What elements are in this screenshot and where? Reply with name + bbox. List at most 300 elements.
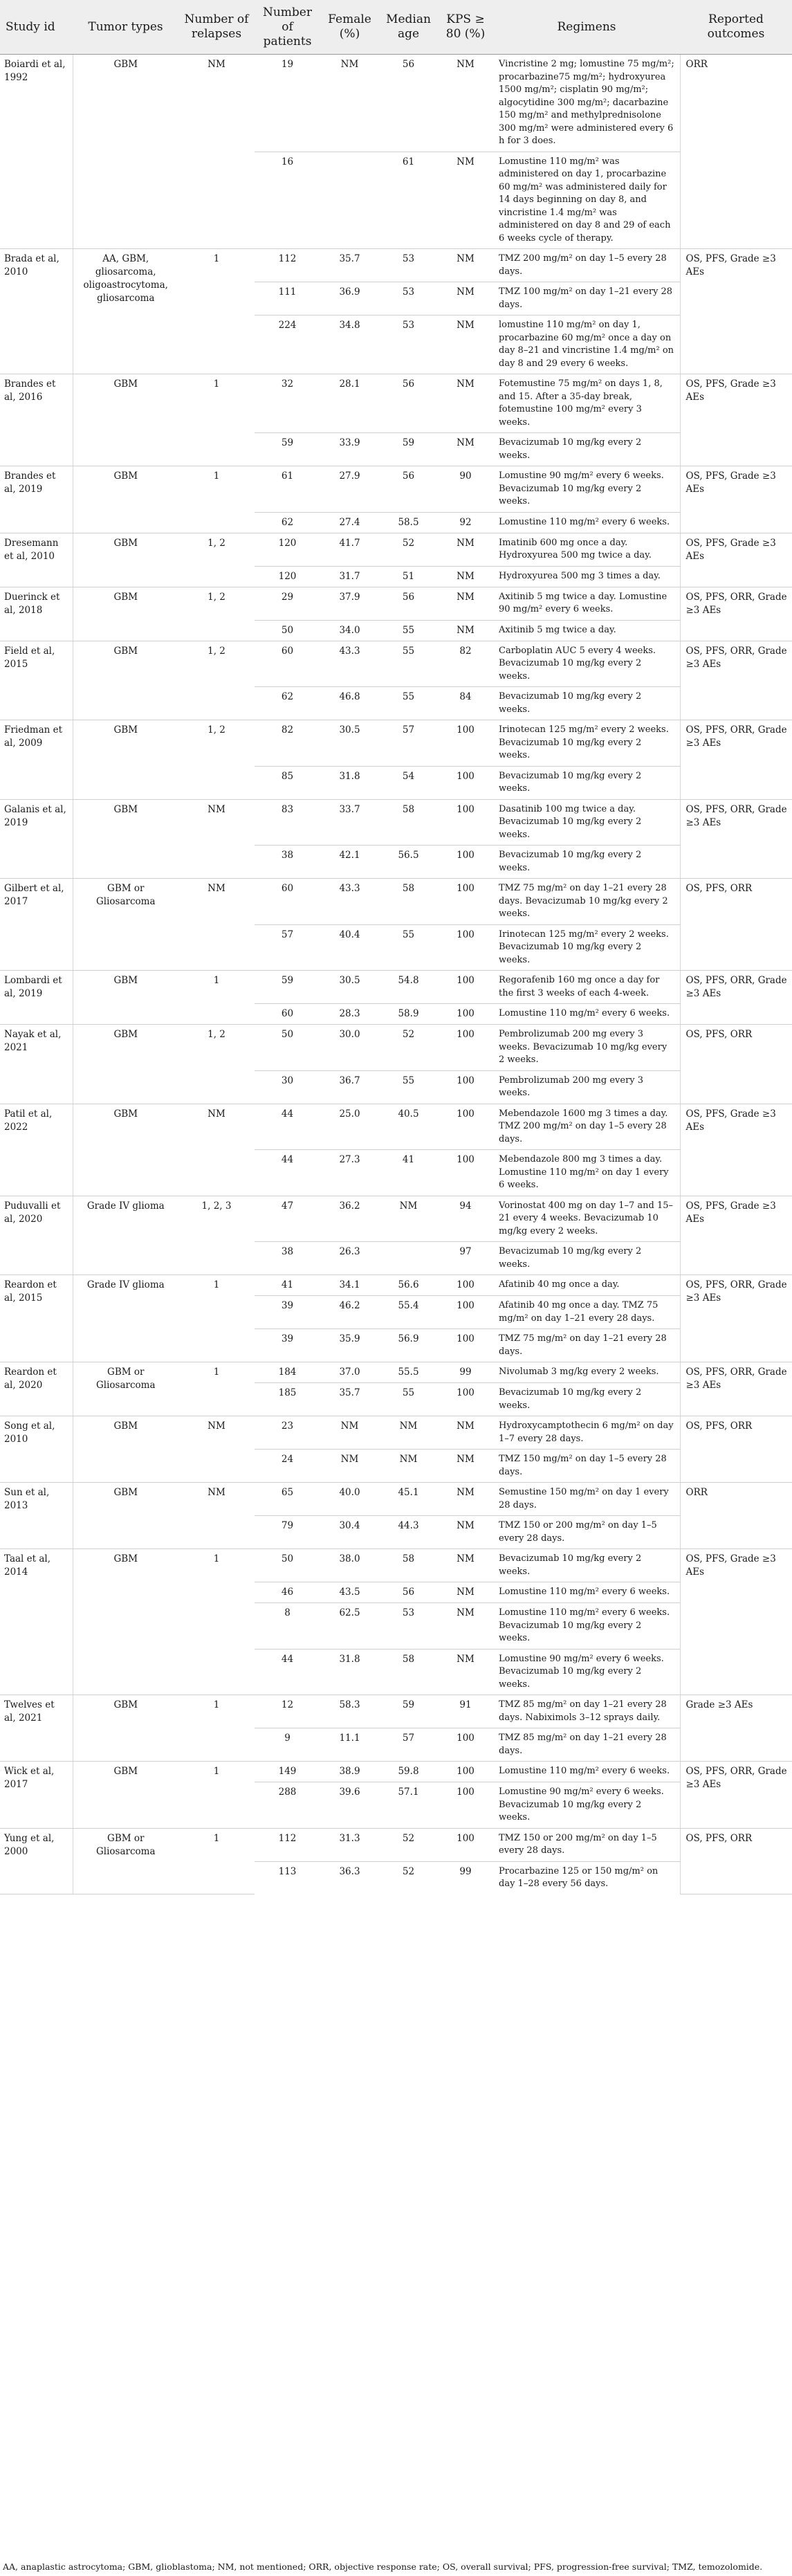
outcomes-cell: OS, PFS, Grade ≥3 AEs [680, 374, 792, 466]
study-id-cell: Wick et al, 2017 [0, 1762, 73, 1829]
kps-cell: 100 [438, 971, 493, 1004]
regimen-cell: Irinotecan 125 mg/m² every 2 weeks. Bevacizumab 10 mg/kg every 2 weeks. [493, 924, 680, 971]
table-row [0, 1025, 792, 1071]
kps-cell: 82 [438, 641, 493, 687]
median-age-cell: 58 [379, 799, 438, 846]
patients-cell: 19 [255, 55, 320, 152]
regimen-cell: Vorinostat 400 mg on day 1–7 and 15–21 every 4 weeks. Bevacizumab 10 mg/kg every 2 weeks. [493, 1196, 680, 1242]
kps-cell: NM [438, 1483, 493, 1516]
female-cell: 37.0 [320, 1362, 379, 1383]
table-row [0, 587, 792, 620]
kps-cell: NM [438, 374, 493, 433]
regimen-cell: TMZ 75 mg/m² on day 1–21 every 28 days. Bevacizumab 10 mg/kg every 2 weeks. [493, 879, 680, 925]
patients-cell: 50 [255, 1549, 320, 1582]
female-cell: 33.7 [320, 799, 379, 846]
patients-cell: 85 [255, 766, 320, 799]
tumor-type-cell: Grade IV glioma [73, 1275, 178, 1362]
table-row [0, 971, 792, 1004]
relapses-cell: 1 [178, 374, 255, 466]
outcomes-cell: OS, PFS, ORR [680, 1828, 792, 1894]
median-age-cell: 59.8 [379, 1762, 438, 1782]
tumor-type-cell: GBM [73, 55, 178, 249]
female-cell: 35.7 [320, 1383, 379, 1416]
kps-cell: 100 [438, 720, 493, 767]
median-age-cell: 56.5 [379, 846, 438, 879]
female-cell: 42.1 [320, 846, 379, 879]
patients-cell: 47 [255, 1196, 320, 1242]
female-cell: 34.0 [320, 620, 379, 641]
patients-cell: 32 [255, 374, 320, 433]
outcomes-cell: OS, PFS, ORR, Grade ≥3 AEs [680, 799, 792, 879]
table-row [0, 1196, 792, 1242]
median-age-cell: 56.9 [379, 1329, 438, 1362]
header-relapses: Number of relapses [178, 0, 255, 55]
kps-cell: 100 [438, 924, 493, 971]
outcomes-cell: OS, PFS, Grade ≥3 AEs [680, 466, 792, 533]
kps-cell: NM [438, 1649, 493, 1695]
median-age-cell: 53 [379, 316, 438, 374]
study-id-cell: Taal et al, 2014 [0, 1549, 73, 1695]
tumor-type-cell: GBM [73, 799, 178, 879]
median-age-cell: 55 [379, 620, 438, 641]
median-age-cell: 59 [379, 433, 438, 466]
regimen-cell: Axitinib 5 mg twice a day. Lomustine 90 mg/m² every 6 weeks. [493, 587, 680, 620]
tumor-type-cell: Grade IV glioma [73, 1196, 178, 1275]
median-age-cell: 44.3 [379, 1516, 438, 1549]
female-cell: 27.9 [320, 466, 379, 513]
patients-cell: 83 [255, 799, 320, 846]
patients-cell: 112 [255, 249, 320, 282]
study-id-cell: Patil et al, 2022 [0, 1104, 73, 1196]
median-age-cell: 55 [379, 1070, 438, 1104]
patients-cell: 59 [255, 433, 320, 466]
outcomes-cell: OS, PFS, ORR, Grade ≥3 AEs [680, 641, 792, 720]
regimen-cell: Bevacizumab 10 mg/kg every 2 weeks. [493, 1383, 680, 1416]
regimen-cell: Vincristine 2 mg; lomustine 75 mg/m²; procarbazine75 mg/m²; hydroxyurea 1500 mg/m²; cisplatin 90 mg/m²; algocytidine 300 mg/m²; dacarbazine 150 mg/m² and methylprednisolone 300 mg/m² were administered every 6 h for 3 does. [493, 55, 680, 152]
kps-cell: NM [438, 1516, 493, 1549]
relapses-cell: NM [178, 1483, 255, 1549]
table-row [0, 641, 792, 687]
median-age-cell: 56.6 [379, 1275, 438, 1296]
study-id-cell: Reardon et al, 2020 [0, 1362, 73, 1416]
outcomes-cell: OS, PFS, ORR, Grade ≥3 AEs [680, 720, 792, 800]
female-cell: 40.0 [320, 1483, 379, 1516]
kps-cell: 100 [438, 1383, 493, 1416]
relapses-cell: 1 [178, 971, 255, 1025]
study-id-cell: Sun et al, 2013 [0, 1483, 73, 1549]
female-cell: 36.3 [339, 1865, 360, 1877]
median-age-cell: NM [379, 1416, 438, 1450]
median-age-cell: 56 [379, 55, 438, 152]
relapses-cell: NM [178, 1416, 255, 1483]
header-female: Female (%) [320, 0, 379, 55]
tumor-type-cell: GBM or Gliosarcoma [73, 1362, 178, 1416]
kps-cell: NM [438, 587, 493, 620]
regimen-cell: lomustine 110 mg/m² on day 1, procarbazine 60 mg/m² once a day on day 8–21 and vincristine 1.4 mg/m² on day 8 and 29 every 6 weeks. [493, 316, 680, 374]
median-age-cell: 58.5 [379, 512, 438, 533]
table-row [0, 249, 792, 282]
patients-cell: 59 [255, 971, 320, 1004]
patients-cell: 46 [255, 1582, 320, 1603]
female-cell: 43.3 [320, 641, 379, 687]
study-id-cell: Lombardi et al, 2019 [0, 971, 73, 1025]
median-age-cell: 59 [379, 1695, 438, 1728]
patients-cell: 44 [255, 1649, 320, 1695]
female-cell [320, 152, 379, 249]
median-age-cell: 54 [379, 766, 438, 799]
patients-cell: 24 [255, 1450, 320, 1483]
patients-cell: 39 [255, 1296, 320, 1329]
relapses-cell: 1, 2 [178, 720, 255, 800]
median-age-cell: 41 [379, 1150, 438, 1196]
tumor-type-cell: GBM [73, 1695, 178, 1762]
regimen-cell: Lomustine 110 mg/m² every 6 weeks. [493, 1762, 680, 1782]
regimen-cell: TMZ 200 mg/m² on day 1–5 every 28 days. [493, 249, 680, 282]
female-cell: 41.7 [320, 533, 379, 566]
table-row [0, 55, 792, 152]
female-cell: 30.5 [320, 971, 379, 1004]
median-age-cell: 61 [379, 152, 438, 249]
kps-cell: NM [438, 152, 493, 249]
header-patients: Number of patients [255, 0, 320, 55]
kps-cell: 100 [438, 1150, 493, 1196]
kps-cell: 100 [438, 1296, 493, 1329]
regimen-cell: Bevacizumab 10 mg/kg every 2 weeks. [493, 1242, 680, 1275]
study-id-cell: Brandes et al, 2016 [0, 374, 73, 466]
median-age-cell: 45.1 [379, 1483, 438, 1516]
regimen-cell: Bevacizumab 10 mg/kg every 2 weeks. [493, 1549, 680, 1582]
kps-cell: 100 [438, 846, 493, 879]
regimen-cell: TMZ 150 or 200 mg/m² on day 1–5 every 28 days. [493, 1516, 680, 1549]
female-cell: 33.9 [320, 433, 379, 466]
relapses-cell: 1 [178, 249, 255, 374]
relapses-cell: 1 [178, 466, 255, 533]
relapses-cell: 1, 2 [178, 641, 255, 720]
kps-cell: 100 [438, 1329, 493, 1362]
tumor-type-cell: GBM [73, 971, 178, 1025]
female-cell: 37.9 [320, 587, 379, 620]
study-id-cell: Galanis et al, 2019 [0, 799, 73, 879]
regimen-cell: TMZ 85 mg/m² on day 1–21 every 28 days. Nabiximols 3–12 sprays daily. [493, 1695, 680, 1728]
relapses-cell: 1 [178, 1828, 255, 1894]
relapses-cell: NM [178, 799, 255, 879]
kps-cell: NM [438, 620, 493, 641]
relapses-cell: 1, 2, 3 [178, 1196, 255, 1275]
tumor-type-cell: GBM [73, 1549, 178, 1695]
regimen-cell: Bevacizumab 10 mg/kg every 2 weeks. [493, 766, 680, 799]
female-cell: 46.8 [320, 687, 379, 720]
median-age-cell: 55.5 [379, 1362, 438, 1383]
regimen-cell: Afatinib 40 mg once a day. [493, 1275, 680, 1296]
regimen-cell: TMZ 150 mg/m² on day 1–5 every 28 days. [493, 1450, 680, 1483]
tumor-type-cell: GBM [73, 1483, 178, 1549]
relapses-cell: 1 [178, 1362, 255, 1416]
female-cell: 38.9 [320, 1762, 379, 1782]
patients-cell: 79 [255, 1516, 320, 1549]
kps-cell: NM [438, 433, 493, 466]
kps-cell: 97 [438, 1242, 493, 1275]
median-age-cell: 55 [379, 687, 438, 720]
median-age-cell: 40.5 [379, 1104, 438, 1150]
kps-cell: NM [438, 249, 493, 282]
patients-cell: 111 [255, 282, 320, 316]
regimen-cell: Fotemustine 75 mg/m² on days 1, 8, and 15. After a 35-day break, fotemustine 100 mg/m² every 3 weeks. [493, 374, 680, 433]
kps-cell: NM [438, 316, 493, 374]
regimen-cell: Procarbazine 125 or 150 mg/m² on day 1–28 every 56 days. [499, 1865, 659, 1889]
regimen-cell: TMZ 75 mg/m² on day 1–21 every 28 days. [493, 1329, 680, 1362]
median-age-cell [379, 1242, 438, 1275]
regimen-cell: Bevacizumab 10 mg/kg every 2 weeks. [493, 433, 680, 466]
female-cell: 11.1 [320, 1728, 379, 1762]
median-age-cell: 58 [379, 879, 438, 925]
regimen-cell: Irinotecan 125 mg/m² every 2 weeks. Bevacizumab 10 mg/kg every 2 weeks. [493, 720, 680, 767]
table-row [0, 1483, 792, 1516]
female-cell: 43.3 [320, 879, 379, 925]
kps-cell: 100 [438, 1104, 493, 1150]
female-cell: 46.2 [320, 1296, 379, 1329]
table-row [0, 533, 792, 566]
patients-cell: 38 [255, 1242, 320, 1275]
patients-cell: 41 [255, 1275, 320, 1296]
table-row [0, 374, 792, 433]
relapses-cell: 1, 2 [178, 1025, 255, 1104]
median-age-cell: 57 [379, 720, 438, 767]
female-cell: 35.7 [320, 249, 379, 282]
regimen-cell: Bevacizumab 10 mg/kg every 2 weeks. [493, 846, 680, 879]
header-study-id: Study id [0, 0, 73, 55]
patients-cell: 60 [255, 641, 320, 687]
female-cell: 31.8 [320, 766, 379, 799]
patients-cell: 288 [255, 1782, 320, 1829]
relapses-cell: 1 [178, 1695, 255, 1762]
outcomes-cell: OS, PFS, ORR, Grade ≥3 AEs [680, 1762, 792, 1829]
female-cell: 28.3 [320, 1004, 379, 1025]
female-cell: 30.4 [320, 1516, 379, 1549]
median-age-cell: 52 [379, 533, 438, 566]
patients-cell: 60 [255, 879, 320, 925]
regimen-cell: Lomustine 110 mg/m² every 6 weeks. Bevacizumab 10 mg/kg every 2 weeks. [493, 1603, 680, 1650]
tumor-type-cell: GBM [73, 641, 178, 720]
kps-cell: 100 [438, 1828, 493, 1861]
kps-cell: NM [438, 1549, 493, 1582]
outcomes-cell: OS, PFS, ORR [680, 1416, 792, 1483]
kps-cell: NM [438, 533, 493, 566]
median-age-cell: 56 [379, 374, 438, 433]
female-cell: 43.5 [320, 1582, 379, 1603]
kps-cell: 100 [438, 1762, 493, 1782]
female-cell: 27.4 [320, 512, 379, 533]
regimen-cell: Afatinib 40 mg once a day. TMZ 75 mg/m² on day 1–21 every 28 days. [493, 1296, 680, 1329]
median-age-cell: 52 [379, 1025, 438, 1071]
tumor-type-cell: GBM [73, 1025, 178, 1104]
regimen-cell: Bevacizumab 10 mg/kg every 2 weeks. [493, 687, 680, 720]
regimen-cell: Lomustine 110 mg/m² every 6 weeks. [493, 1004, 680, 1025]
median-age-cell: 53 [379, 282, 438, 316]
relapses-cell: 1 [178, 1762, 255, 1829]
female-cell: 28.1 [320, 374, 379, 433]
female-cell: NM [320, 1416, 379, 1450]
study-id-cell: Brada et al, 2010 [0, 249, 73, 374]
kps-cell: 100 [438, 1025, 493, 1071]
kps-cell: 100 [438, 1728, 493, 1762]
regimen-cell: Regorafenib 160 mg once a day for the first 3 weeks of each 4-week. [493, 971, 680, 1004]
patients-cell: 50 [255, 1025, 320, 1071]
header-outcomes: Reported outcomes [680, 0, 792, 55]
median-age-cell: 58 [379, 1649, 438, 1695]
header-median-age: Median age [379, 0, 438, 55]
table-row [0, 1828, 792, 1861]
female-cell: 35.9 [320, 1329, 379, 1362]
patients-cell: 44 [255, 1104, 320, 1150]
patients-cell: 120 [255, 533, 320, 566]
outcomes-cell: ORR [680, 1483, 792, 1549]
median-age-cell: 58.9 [379, 1004, 438, 1025]
relapses-cell: 1, 2 [178, 587, 255, 641]
study-id-cell: Friedman et al, 2009 [0, 720, 73, 800]
kps-cell: NM [438, 282, 493, 316]
relapses-cell: NM [178, 55, 255, 249]
patients-cell: 57 [255, 924, 320, 971]
kps-cell: 91 [438, 1695, 493, 1728]
header-kps: KPS ≥ 80 (%) [438, 0, 493, 55]
patients-cell: 224 [255, 316, 320, 374]
relapses-cell: 1 [178, 1549, 255, 1695]
patients-cell: 30 [255, 1070, 320, 1104]
tumor-type-cell: GBM [73, 374, 178, 466]
kps-cell: 100 [438, 1782, 493, 1829]
table-row [0, 799, 792, 846]
patients-cell: 120 [255, 566, 320, 587]
female-cell: 26.3 [320, 1242, 379, 1275]
outcomes-cell: OS, PFS, ORR [680, 1025, 792, 1104]
kps-cell: 99 [459, 1865, 472, 1877]
study-id-cell: Boiardi et al, 1992 [0, 55, 73, 249]
outcomes-cell: OS, PFS, ORR, Grade ≥3 AEs [680, 1362, 792, 1416]
regimen-cell: Carboplatin AUC 5 every 4 weeks. Bevacizumab 10 mg/kg every 2 weeks. [493, 641, 680, 687]
median-age-cell: 51 [379, 566, 438, 587]
regimen-cell: Dasatinib 100 mg twice a day. Bevacizumab 10 mg/kg every 2 weeks. [493, 799, 680, 846]
female-cell: 30.0 [320, 1025, 379, 1071]
table-footnote: AA, anaplastic astrocytoma; GBM, glioblastoma; NM, not mentioned; ORR, objective response rate; OS, overall survival; PFS, progression-free survival; TMZ, temozolomide. [3, 2561, 763, 2572]
median-age-cell: 55.4 [379, 1296, 438, 1329]
patients-cell: 29 [255, 587, 320, 620]
female-cell: 31.8 [320, 1649, 379, 1695]
female-cell: 39.6 [320, 1782, 379, 1829]
study-id-cell: Song et al, 2010 [0, 1416, 73, 1483]
female-cell: 34.8 [320, 316, 379, 374]
regimen-cell: Lomustine 90 mg/m² every 6 weeks. Bevacizumab 10 mg/kg every 2 weeks. [493, 466, 680, 513]
tumor-type-cell: GBM [73, 720, 178, 800]
regimen-cell: TMZ 150 or 200 mg/m² on day 1–5 every 28 days. [493, 1828, 680, 1861]
patients-cell: 39 [255, 1329, 320, 1362]
kps-cell: 100 [438, 1275, 493, 1296]
kps-cell: 100 [438, 879, 493, 925]
female-cell: 31.3 [320, 1828, 379, 1861]
outcomes-cell: OS, PFS, ORR, Grade ≥3 AEs [680, 1275, 792, 1362]
outcomes-cell: OS, PFS, Grade ≥3 AEs [680, 1196, 792, 1275]
patients-cell: 12 [255, 1695, 320, 1728]
kps-cell: 90 [438, 466, 493, 513]
table-row [0, 720, 792, 767]
tumor-type-cell: GBM or Gliosarcoma [73, 879, 178, 971]
patients-cell: 50 [255, 620, 320, 641]
kps-cell: NM [438, 1450, 493, 1483]
female-cell: 30.5 [320, 720, 379, 767]
study-id-cell: Puduvalli et al, 2020 [0, 1196, 73, 1275]
patients-cell: 38 [255, 846, 320, 879]
relapses-cell: NM [178, 1104, 255, 1196]
median-age-cell: 55 [379, 924, 438, 971]
median-age-cell: 53 [379, 249, 438, 282]
female-cell: 25.0 [320, 1104, 379, 1150]
regimen-cell: Lomustine 110 mg/m² was administered on day 1, procarbazine 60 mg/m² was administered daily for 14 days beginning on day 8, and vincristine 1.4 mg/m² was administered on day 8 and 29 of each 6 weeks cycle of therapy. [493, 152, 680, 249]
kps-cell: 100 [438, 1070, 493, 1104]
relapses-cell: NM [178, 879, 255, 971]
kps-cell: NM [438, 566, 493, 587]
median-age-cell: 54.8 [379, 971, 438, 1004]
female-cell: 36.2 [320, 1196, 379, 1242]
tumor-type-cell: GBM [73, 533, 178, 587]
outcomes-cell: OS, PFS, Grade ≥3 AEs [680, 1104, 792, 1196]
patients-cell: 60 [255, 1004, 320, 1025]
table-row [0, 1104, 792, 1150]
female-cell: 34.1 [320, 1275, 379, 1296]
patients-cell: 62 [255, 512, 320, 533]
regimen-cell: Lomustine 110 mg/m² every 6 weeks. [493, 512, 680, 533]
regimen-cell: TMZ 100 mg/m² on day 1–21 every 28 days. [493, 282, 680, 316]
table-row [0, 879, 792, 925]
patients-cell: 113 [278, 1865, 297, 1877]
kps-cell: 92 [438, 512, 493, 533]
outcomes-cell: OS, PFS, Grade ≥3 AEs [680, 1549, 792, 1695]
study-id-cell: Brandes et al, 2019 [0, 466, 73, 533]
table-header [0, 0, 792, 55]
female-cell: 38.0 [320, 1549, 379, 1582]
median-age-cell: 56 [379, 1582, 438, 1603]
median-age-cell: 57 [379, 1728, 438, 1762]
median-age-cell: 53 [379, 1603, 438, 1650]
female-cell: 36.7 [320, 1070, 379, 1104]
median-age-cell: 56 [379, 587, 438, 620]
regimen-cell: Lomustine 90 mg/m² every 6 weeks. Bevacizumab 10 mg/kg every 2 weeks. [493, 1782, 680, 1829]
tumor-type-cell: GBM or Gliosarcoma [73, 1828, 178, 1894]
outcomes-cell: ORR [680, 55, 792, 249]
regimen-cell: Lomustine 110 mg/m² every 6 weeks. [493, 1582, 680, 1603]
patients-cell: 62 [255, 687, 320, 720]
table-row [0, 1695, 792, 1728]
tumor-type-cell: GBM [73, 1762, 178, 1829]
female-cell: 62.5 [320, 1603, 379, 1650]
median-age-cell: 55 [379, 1383, 438, 1416]
patients-cell: 44 [255, 1150, 320, 1196]
median-age-cell: 58 [379, 1549, 438, 1582]
female-cell: NM [320, 1450, 379, 1483]
tumor-type-cell: GBM [73, 1104, 178, 1196]
outcomes-cell: OS, PFS, ORR, Grade ≥3 AEs [680, 971, 792, 1025]
table-row [0, 1762, 792, 1782]
study-id-cell: Reardon et al, 2015 [0, 1275, 73, 1362]
table-body [0, 55, 792, 1894]
regimen-cell: Pembrolizumab 200 mg every 3 weeks. [493, 1070, 680, 1104]
patients-cell: 184 [255, 1362, 320, 1383]
patients-cell: 65 [255, 1483, 320, 1516]
table-row [0, 1416, 792, 1450]
regimen-cell: Hydroxyurea 500 mg 3 times a day. [493, 566, 680, 587]
patients-cell: 61 [255, 466, 320, 513]
study-id-cell: Yung et al, 2000 [0, 1828, 73, 1894]
study-id-cell: Twelves et al, 2021 [0, 1695, 73, 1762]
regimen-cell: Nivolumab 3 mg/kg every 2 weeks. [493, 1362, 680, 1383]
